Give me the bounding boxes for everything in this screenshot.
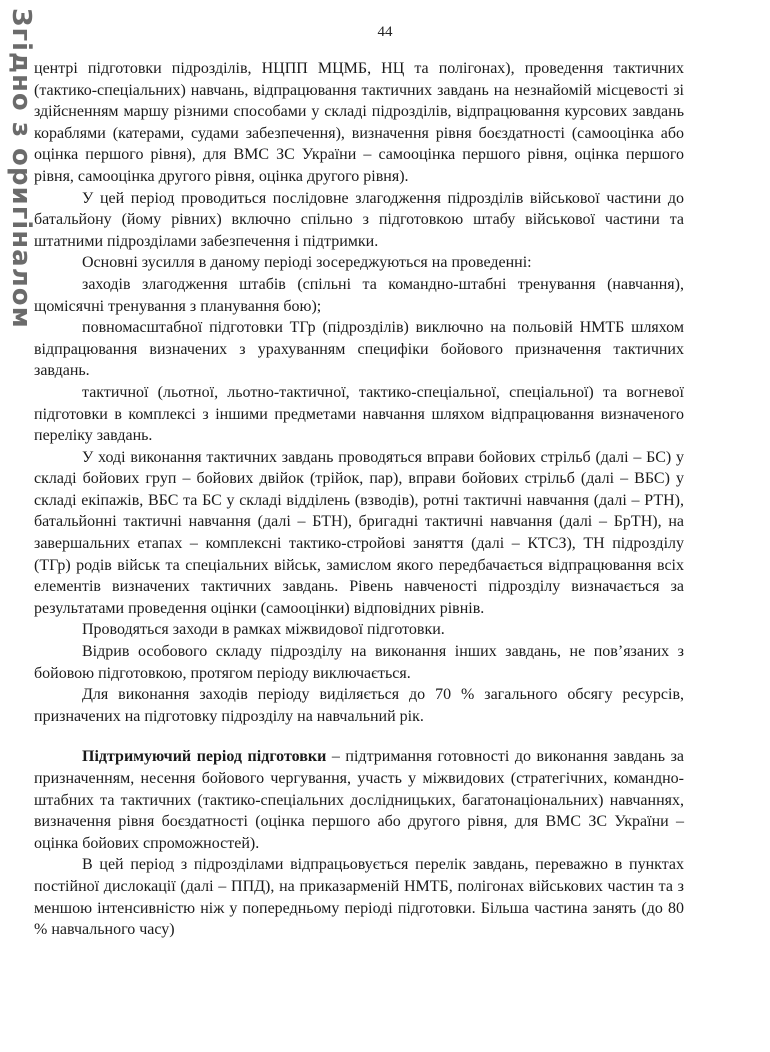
paragraph-full-scale-training: повномасштабної підготовки ТГр (підрозділів) виключно на польовій НМТБ шляхом відпрацювання визначених з урахуванням специфіки бойового призначення тактичних завдань. [34,319,684,380]
paragraph-live-fire-exercises: У ході виконання тактичних завдань проводяться вправи бойових стрільб (далі – БС) у складі бойових груп – бойових двійок (трійок, пар), вправи бойових стрільб (далі – ВБС) у складі екіпажів, ВБС та БС у складі відділень (взводів), ротні тактичні навчання (далі – РТН), батальйонні тактичні навчання (далі – БТН), бригадні тактичні навчання (далі – БрТН), на завершальних етапах – комплексні тактико-стройові заняття (далі – КТСЗ), ТН підрозділу (ТГр) родів військ та спеціальних військ, замислом якого передбачається відпрацювання всіх елементів визначених тактичних завдань. Рівень навченості підрозділу визначається за результатами проведення оцінки (самооцінки) відповідних рівнів. [34,448,684,617]
page-number: 44 [377,24,393,40]
certification-stamp: Згідно з оригіналом [6,8,36,329]
paragraph-interservice: Проводяться заходи в рамках міжвидової підготовки. [82,621,445,639]
paragraph-support-tasks: В цей період з підрозділами відпрацьовується перелік завдань, переважно в пунктах постійної дислокації (далі – ППД), на приказарменій НМТБ, полігонах військових частин та з меншою інтенсивністю ніж у попередньому періоді підготовки. Більша частина занять (до 80 % навчального часу) [34,856,684,939]
paragraph-coordination: У цей період проводиться послідовне злагодження підрозділів військової частини до батальйону (йому рівних) включно спільно з підготовкою штабу військової частини та штатними підрозділами забезпечення і підтримки. [34,189,684,250]
support-period-text: – підтримання готовності до виконання завдань за призначенням, несення бойового чергування, участь у міжвидових (стратегічних, командно-штабних та тактичних (тактико-спеціальних дослідницьких, багатонаціональних) навчаннях, визначення рівня боєздатності (оцінка першого або другого рівня, для ВМС ЗС України – оцінка бойових спроможностей). [34,748,684,852]
paragraph-personnel: Відрив особового складу підрозділу на виконання інших завдань, не пов’язаних з бойовою підготовкою, протягом періоду виключається. [34,643,684,682]
paragraph-tactical-training: тактичної (льотної, льотно-тактичної, тактико-спеціальної, спеціальної) та вогневої підготовки в комплексі з іншими предметами навчання шляхом відпрацювання визначеного переліку завдань. [34,383,684,445]
support-period-heading: Підтримуючий період підготовки [82,748,327,766]
paragraph-support-period [34,746,684,854]
paragraph-staff-measures: заходів злагодження штабів (спільні та командно-штабні тренування (навчання), щомісячні тренування з планування бою); [34,275,684,315]
paragraph-resources: Для виконання заходів періоду виділяється до 70 % загального обсягу ресурсів, призначених на підготовку підрозділу на навчальний рік. [34,686,684,725]
paragraph-main-efforts: Основні зусилля в даному періоді зосереджуються на проведенні: [82,254,532,272]
document-body [34,58,684,941]
paragraph-continuation: центрі підготовки підрозділів, НЦПП МЦМБ, НЦ та полігонах), проведення тактичних (тактико-спеціальних) навчань, відпрацювання тактичних завдань на незнайомій місцевості зі здійсненням маршу різними способами у складі підрозділів, відпрацювання курсових завдань кораблями (катерами, судами забезпечення), визначення рівня боєздатності (самооцінка або оцінка першого рівня), для ВМС ЗС України – самооцінка першого рівня, оцінка першого рівня, самооцінка другого рівня, оцінка другого рівня). [34,60,684,185]
